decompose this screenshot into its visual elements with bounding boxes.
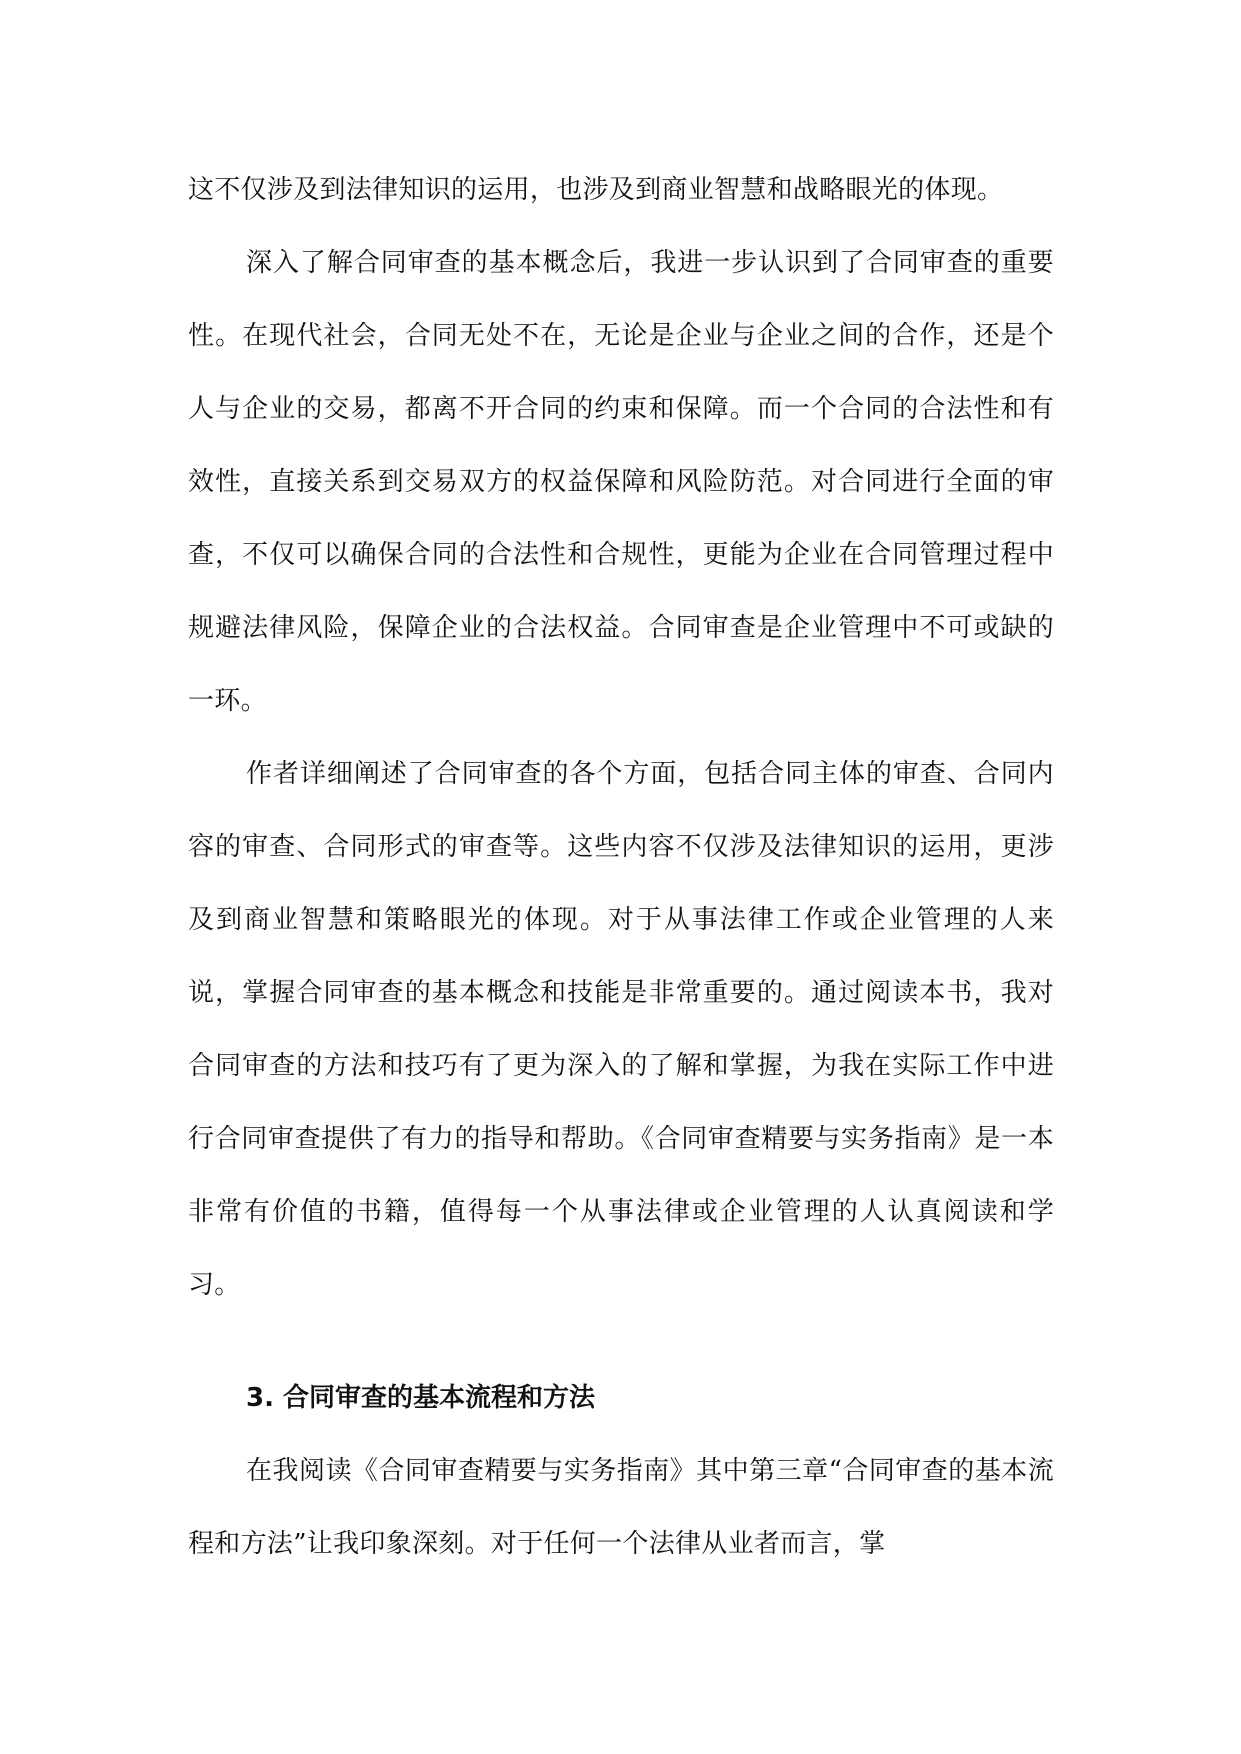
section-heading: 3. 合同审查的基本流程和方法: [246, 1383, 596, 1413]
paragraph-author-details: 作者详细阐述了合同审查的各个方面，包括合同主体的审查、合同内容的审查、合同形式的审查等。这些内容不仅涉及法律知识的运用，更涉及到商业智慧和策略眼光的体现。对于从事法律工作或企业管理的人来说，掌握合同审查的基本概念和技能是非常重要的。通过阅读本书，我对合同审查的方法和技巧有了更为深入的了解和掌握，为我在实际工作中进行合同审查提供了有力的指导和帮助。《合同审查精要与实务指南》是一本非常有价值的书籍，值得每一个从事法律或企业管理的人认真阅读和学习。: [188, 759, 1054, 1300]
paragraph-importance: 深入了解合同审查的基本概念后，我进一步认识到了合同审查的重要性。在现代社会，合同无处不在，无论是企业与企业之间的合作，还是个人与企业的交易，都离不开合同的约束和保障。而一个合同的合法性和有效性，直接关系到交易双方的权益保障和风险防范。对合同进行全面的审查，不仅可以确保合同的合法性和合规性，更能为企业在合同管理过程中规避法律风险，保障企业的合法权益。合同审查是企业管理中不可或缺的一环。: [188, 248, 1054, 716]
paragraph-section-intro: 在我阅读《合同审查精要与实务指南》其中第三章“合同审查的基本流程和方法”让我印象深刻。对于任何一个法律从业者而言，掌: [188, 1456, 1054, 1559]
paragraph-continuation: 这不仅涉及到法律知识的运用，也涉及到商业智慧和战略眼光的体现。: [188, 175, 1004, 205]
document-page: [188, 154, 1054, 1581]
